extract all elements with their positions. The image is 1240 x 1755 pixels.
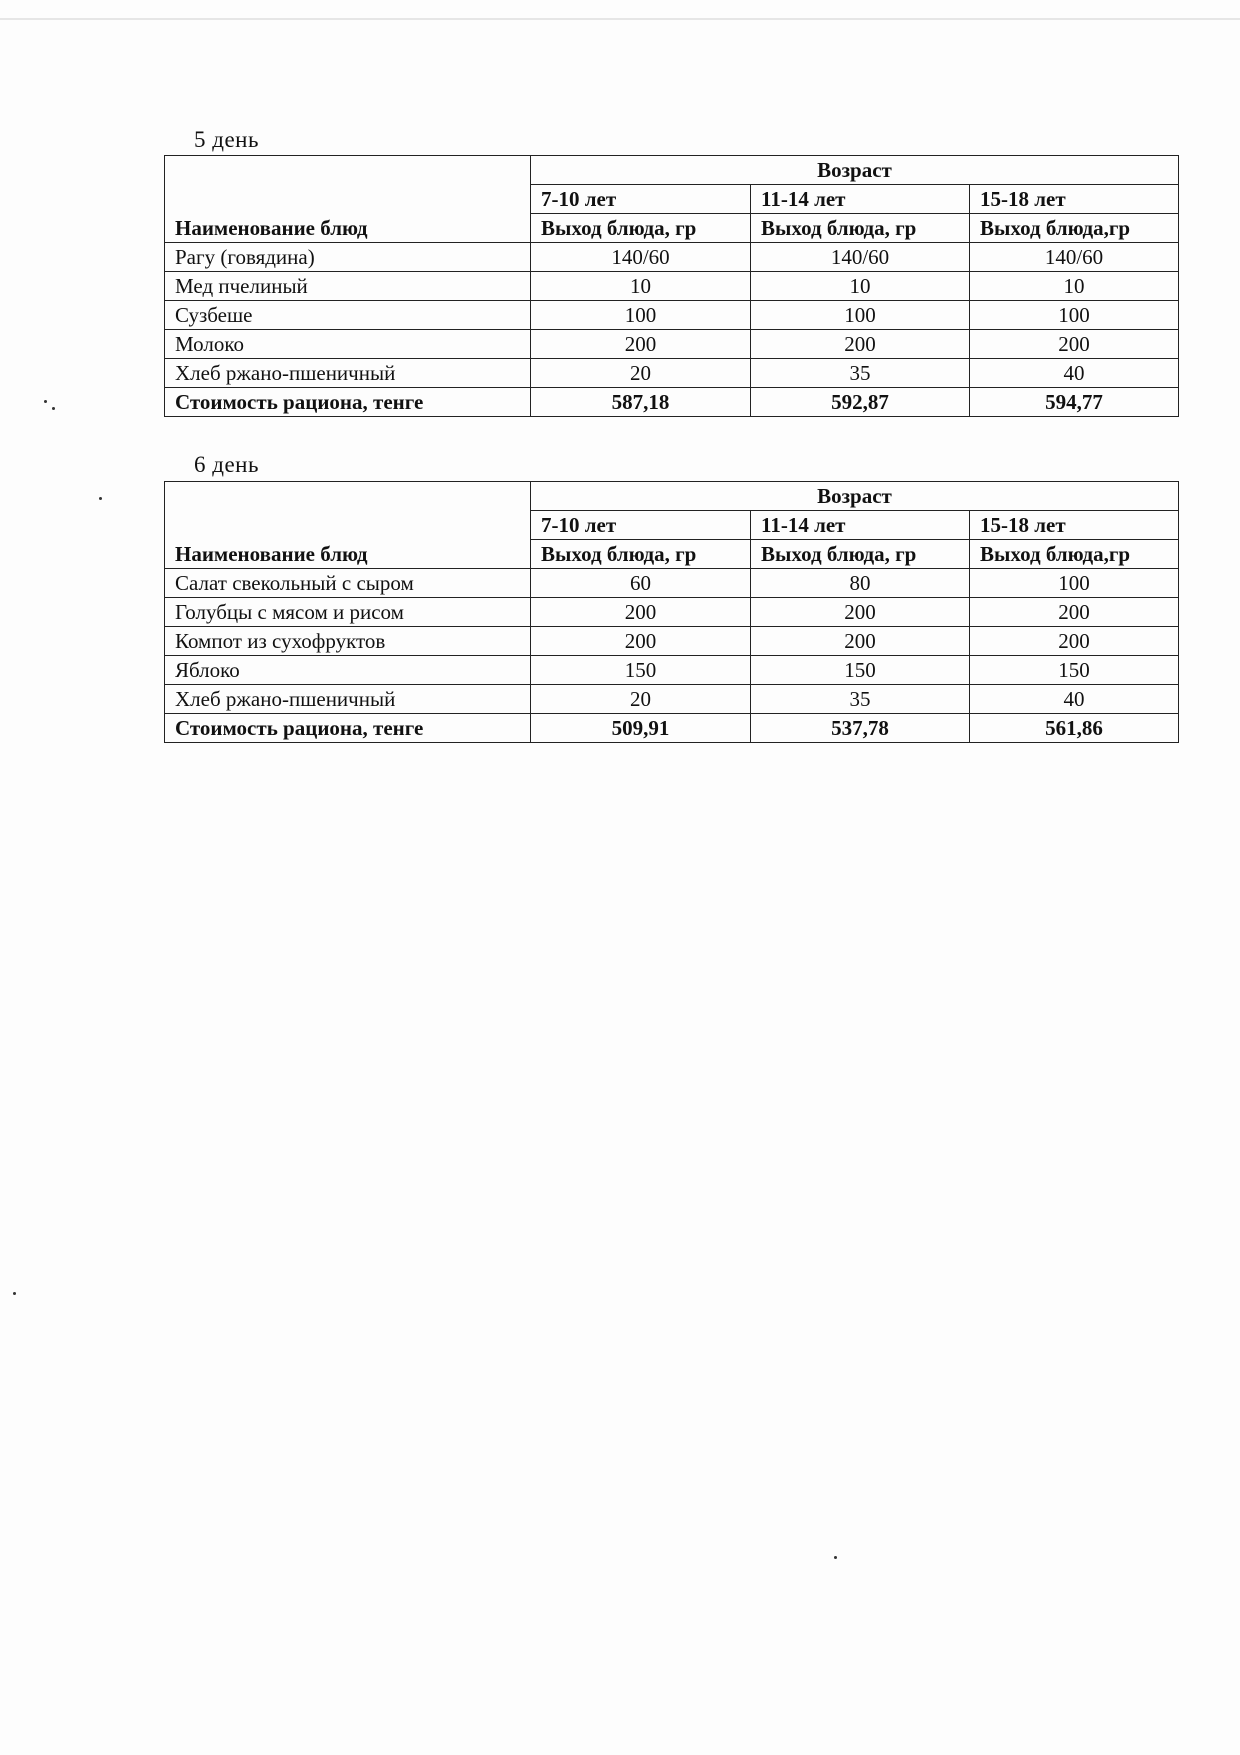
age-group-11-14: 11-14 лет — [751, 511, 970, 540]
yield-value: 200 — [531, 330, 751, 359]
table-row — [165, 598, 1179, 627]
total-cost-label: Стоимость рациона, тенге — [165, 388, 531, 417]
yield-value: 35 — [751, 685, 970, 714]
age-group-15-18: 15-18 лет — [970, 185, 1179, 214]
scan-top-edge — [0, 18, 1240, 20]
yield-value: 200 — [751, 330, 970, 359]
age-header: Возраст — [531, 156, 1179, 185]
age-header-row — [165, 482, 1179, 511]
yield-header: Выход блюда,гр — [970, 214, 1179, 243]
table-row — [165, 685, 1179, 714]
table-row — [165, 359, 1179, 388]
yield-header: Выход блюда, гр — [531, 540, 751, 569]
yield-value: 200 — [751, 627, 970, 656]
yield-header: Выход блюда, гр — [751, 214, 970, 243]
yield-value: 200 — [970, 627, 1179, 656]
scan-speck — [834, 1556, 837, 1559]
yield-value: 100 — [751, 301, 970, 330]
table-row — [165, 272, 1179, 301]
total-cost-label: Стоимость рациона, тенге — [165, 714, 531, 743]
yield-value: 140/60 — [531, 243, 751, 272]
yield-value: 10 — [531, 272, 751, 301]
dish-name-header: Наименование блюд — [165, 156, 531, 243]
age-group-15-18: 15-18 лет — [970, 511, 1179, 540]
yield-value: 200 — [751, 598, 970, 627]
dish-name-header: Наименование блюд — [165, 482, 531, 569]
total-cost-value: 594,77 — [970, 388, 1179, 417]
age-group-11-14: 11-14 лет — [751, 185, 970, 214]
total-cost-value: 509,91 — [531, 714, 751, 743]
dish-name: Хлеб ржано-пшеничный — [165, 359, 531, 388]
dish-name: Хлеб ржано-пшеничный — [165, 685, 531, 714]
yield-value: 200 — [970, 330, 1179, 359]
dish-name: Рагу (говядина) — [165, 243, 531, 272]
dish-name: Мед пчелиный — [165, 272, 531, 301]
scan-speck — [13, 1292, 16, 1295]
age-header-row — [165, 156, 1179, 185]
table-row — [165, 569, 1179, 598]
yield-value: 80 — [751, 569, 970, 598]
yield-header: Выход блюда,гр — [970, 540, 1179, 569]
yield-header: Выход блюда, гр — [751, 540, 970, 569]
table-row — [165, 656, 1179, 685]
yield-value: 140/60 — [970, 243, 1179, 272]
table-row — [165, 330, 1179, 359]
total-cost-row — [165, 388, 1179, 417]
yield-value: 150 — [970, 656, 1179, 685]
age-header: Возраст — [531, 482, 1179, 511]
total-cost-value: 561,86 — [970, 714, 1179, 743]
total-cost-value: 587,18 — [531, 388, 751, 417]
yield-value: 200 — [970, 598, 1179, 627]
dish-name: Компот из сухофруктов — [165, 627, 531, 656]
day-5-menu-table — [164, 155, 1179, 417]
dish-name: Голубцы с мясом и рисом — [165, 598, 531, 627]
yield-value: 150 — [531, 656, 751, 685]
yield-header: Выход блюда, гр — [531, 214, 751, 243]
yield-value: 40 — [970, 359, 1179, 388]
yield-value: 20 — [531, 685, 751, 714]
yield-value: 100 — [531, 301, 751, 330]
table-row — [165, 243, 1179, 272]
table-row — [165, 627, 1179, 656]
dish-name: Салат свекольный с сыром — [165, 569, 531, 598]
age-group-7-10: 7-10 лет — [531, 511, 751, 540]
age-group-7-10: 7-10 лет — [531, 185, 751, 214]
yield-value: 10 — [970, 272, 1179, 301]
total-cost-value: 537,78 — [751, 714, 970, 743]
yield-value: 60 — [531, 569, 751, 598]
total-cost-value: 592,87 — [751, 388, 970, 417]
yield-value: 20 — [531, 359, 751, 388]
dish-name: Молоко — [165, 330, 531, 359]
scan-speck — [99, 497, 102, 500]
scan-speck — [52, 407, 55, 410]
dish-name: Яблоко — [165, 656, 531, 685]
yield-value: 10 — [751, 272, 970, 301]
yield-value: 100 — [970, 301, 1179, 330]
yield-value: 140/60 — [751, 243, 970, 272]
day-6-menu-table — [164, 481, 1179, 743]
yield-value: 200 — [531, 598, 751, 627]
yield-value: 35 — [751, 359, 970, 388]
dish-name: Сузбеше — [165, 301, 531, 330]
day-6-heading: 6 день — [194, 452, 259, 477]
yield-value: 150 — [751, 656, 970, 685]
day-5-heading: 5 день — [194, 127, 259, 152]
total-cost-row — [165, 714, 1179, 743]
yield-value: 40 — [970, 685, 1179, 714]
scan-speck — [44, 400, 47, 403]
yield-value: 100 — [970, 569, 1179, 598]
table-row — [165, 301, 1179, 330]
yield-value: 200 — [531, 627, 751, 656]
